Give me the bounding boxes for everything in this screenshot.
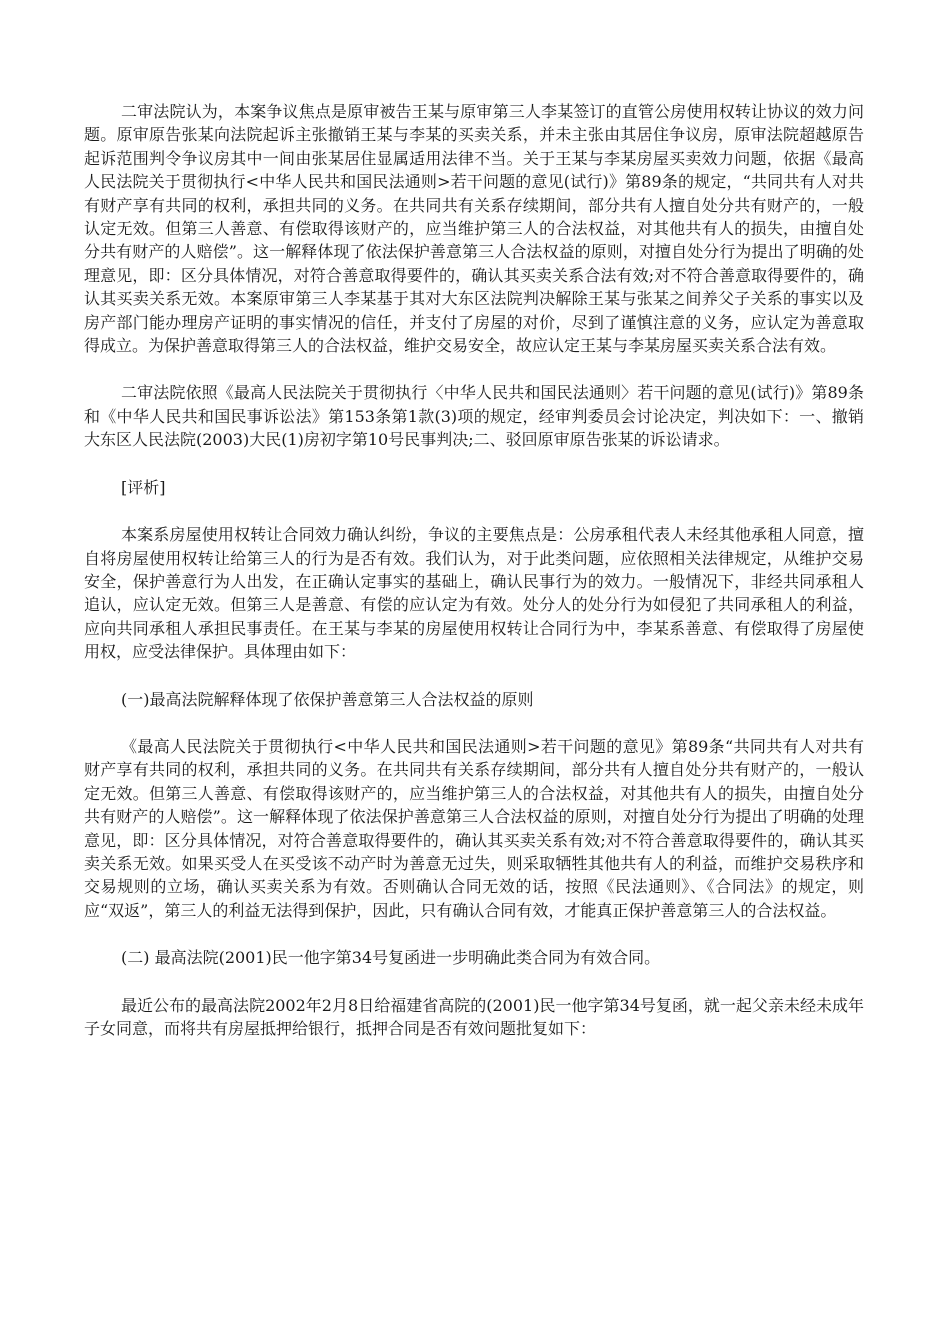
subheading-reason-two: (二) 最高法院(2001)民一他字第34号复函进一步明确此类合同为有效合同。 <box>121 948 661 968</box>
subheading-reason-one: (一)最高法院解释体现了依保护善意第三人合法权益的原则 <box>121 689 534 709</box>
paragraph-reason-one: 《最高人民法院关于贯彻执行<中华人民共和国民法通则>若干问题的意见》第89条“共同共有人对共有财产享有共同的权利，承担共同的义务。在共同共有关系存续期间，部分共有人擅自处分共有财产的，一般认定无效。但第三人善意、有偿取得该财产的，应当维护第三人的合法权益，对其他共有人的损失，由擅自处分共有财产的人赔偿”。这一解释体现了依法保护善意第三人合法权益的原则，对擅自处分行为提出了明确的处理意见，即：区分具体情况，对符合善意取得要件的，确认其买卖关系有效;对不符合善意取得要件的，确认其买卖关系无效。如果买受人在买受该不动产时为善意无过失，则采取牺牲其他共有人的利益，而维护交易秩序和交易规则的立场，确认买卖关系为有效。否则确认合同无效的话，按照《民法通则》、《合同法》的规定，则应“双返”，第三人的利益无法得到保护，因此，只有确认合同有效，才能真正保护善意第三人的合法权益。 <box>84 736 864 920</box>
paragraph-second-instance-judgment: 二审法院依照《最高人民法院关于贯彻执行〈中华人民共和国民法通则〉若干问题的意见(试行)》第89条和《中华人民共和国民事诉讼法》第153条第1款(3)项的规定，经审判委员会讨论决定，判决如下：一、撤销大东区人民法院(2003)大民(1)房初字第10号民事判决;二、驳回原审原告张某的诉讼请求。 <box>84 383 864 450</box>
paragraph-second-instance-opinion: 二审法院认为，本案争议焦点是原审被告王某与原审第三人李某签订的直管公房使用权转让协议的效力问题。原审原告张某向法院起诉主张撤销王某与李某的买卖关系，并未主张由其居住争议房，原审法院超越原告起诉范围判令争议房其中一间由张某居住显属适用法律不当。关于王某与李某房屋买卖效力问题，依据《最高人民法院关于贯彻执行<中华人民共和国民法通则>若干问题的意见(试行)》第89条的规定，“共同共有人对共有财产享有共同的权利，承担共同的义务。在共同共有关系存续期间，部分共有人擅自处分共有财产的，一般认定无效。但第三人善意、有偿取得该财产的，应当维护第三人的合法权益，对其他共有人的损失，由擅自处分共有财产的人赔偿”。这一解释体现了依法保护善意第三人合法权益的原则，对擅自处分行为提出了明确的处理意见，即：区分具体情况，对符合善意取得要件的，确认其买卖关系合法有效;对不符合善意取得要件的，确认其买卖关系无效。本案原审第三人李某基于其对大东区法院判决解除王某与张某之间养父子关系的事实以及房产部门能办理房产证明的事实情况的信任，并支付了房屋的对价，尽到了谨慎注意的义务，应认定为善意取得成立。为保护善意取得第三人的合法权益，维护交易安全，故应认定王某与李某房屋买卖关系合法有效。 <box>84 102 864 356</box>
paragraph-commentary-intro: 本案系房屋使用权转让合同效力确认纠纷，争议的主要焦点是：公房承租代表人未经其他承租人同意，擅自将房屋使用权转让给第三人的行为是否有效。我们认为，对于此类问题，应依照相关法律规定，从维护交易安全，保护善意行为人出发，在正确认定事实的基础上，确认民事行为的效力。一般情况下，非经共同承租人追认，应认定无效。但第三人是善意、有偿的应认定为有效。处分人的处分行为如侵犯了共同承租人的利益，应向共同承租人承担民事责任。在王某与李某的房屋使用权转让合同行为中，李某系善意、有偿取得了房屋使用权，应受法律保护。具体理由如下： <box>84 525 864 662</box>
section-heading-commentary: [评析] <box>121 477 166 497</box>
document-page <box>84 100 864 1064</box>
paragraph-reason-two: 最近公布的最高法院2002年2月8日给福建省高院的(2001)民一他字第34号复函，就一起父亲未经未成年子女同意，而将共有房屋抵押给银行，抵押合同是否有效问题批复如下： <box>84 995 864 1038</box>
